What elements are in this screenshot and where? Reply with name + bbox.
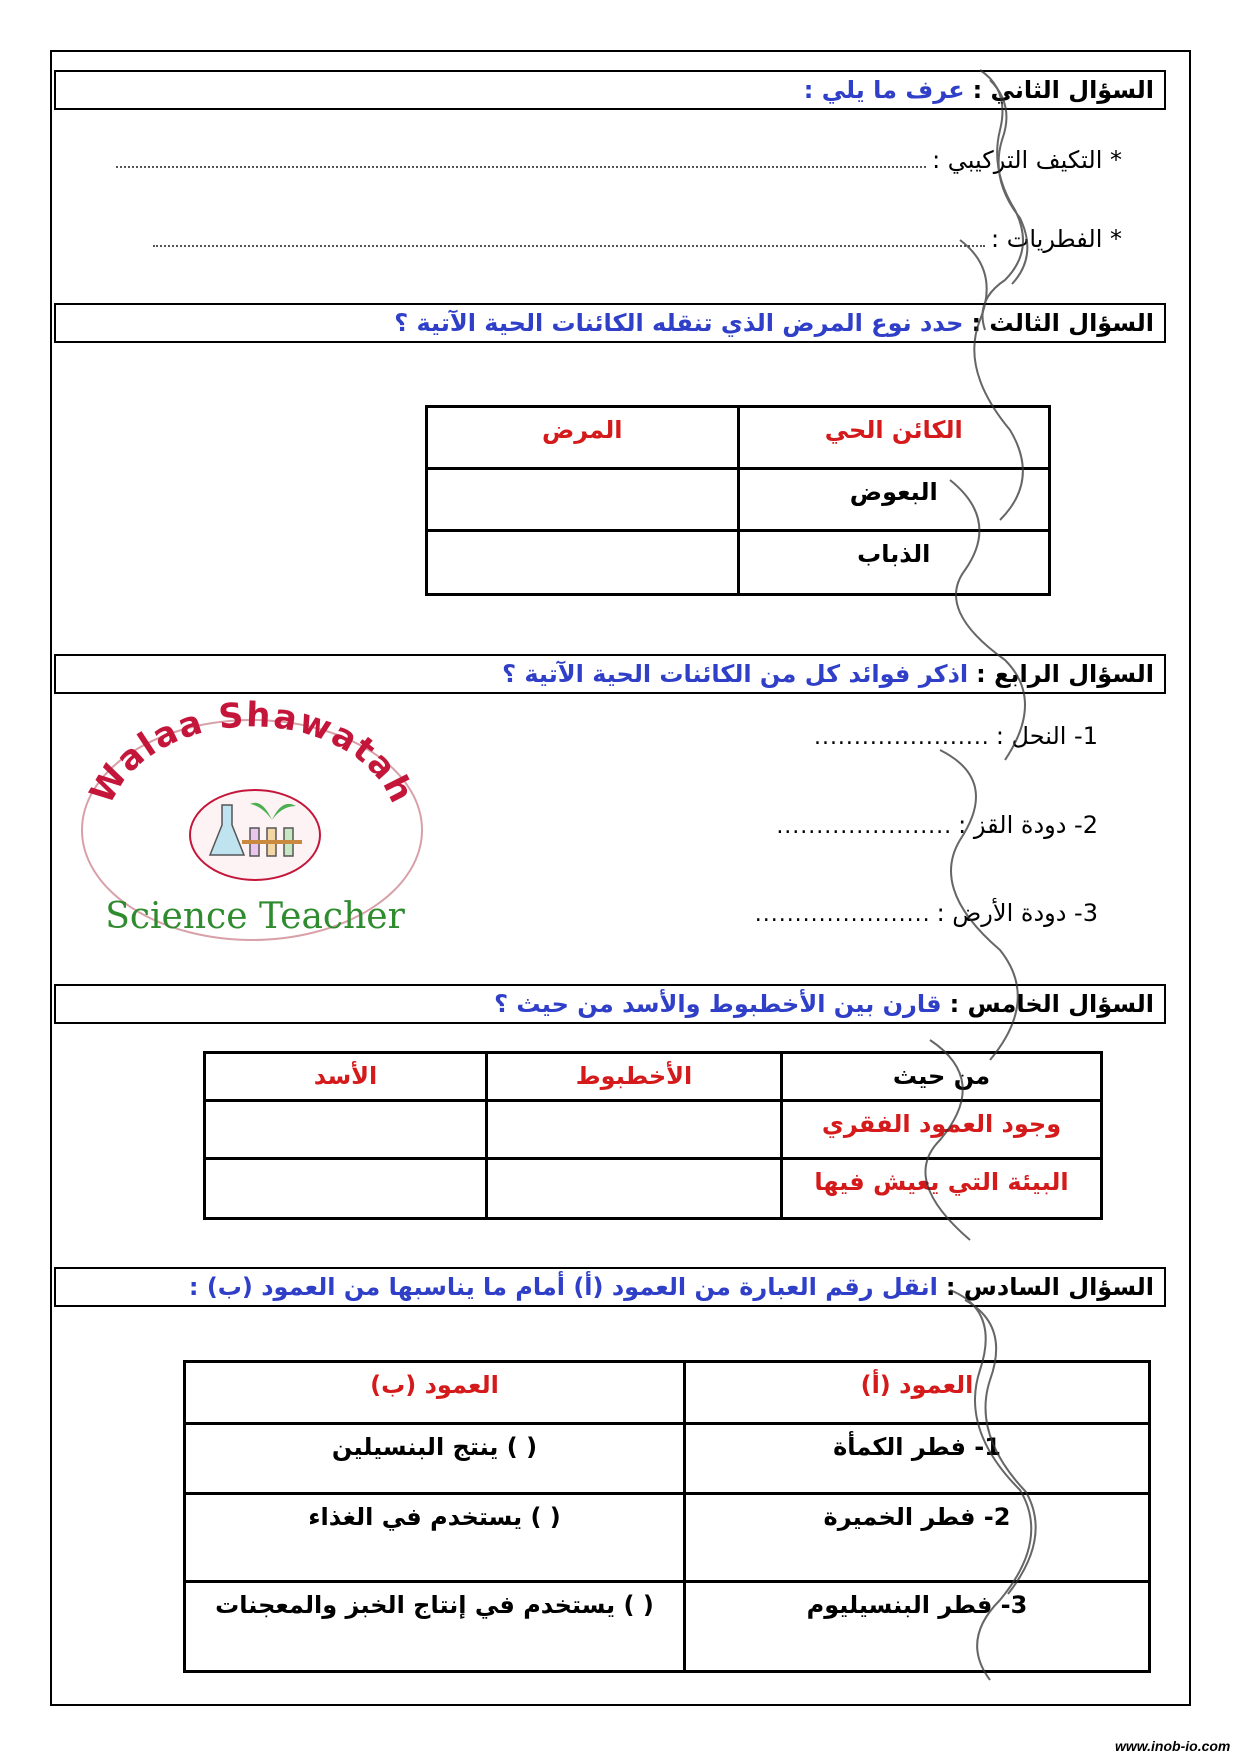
q5-header-criterion: من حيث — [782, 1053, 1102, 1101]
q2-item-1-label: * التكيف التركيبي : — [932, 146, 1122, 174]
q5-row-criterion: وجود العمود الفقري — [782, 1101, 1102, 1159]
q5-answer-cell[interactable] — [487, 1159, 782, 1219]
q4-item-3-label: 3- دودة الأرض : — [936, 899, 1098, 927]
q6-column-a-item: 3- فطر البنسيليوم — [685, 1582, 1150, 1672]
q6-prompt: انقل رقم العبارة من العمود (أ) أمام ما يناسبها من العمود (ب) : — [188, 1273, 938, 1301]
q6-column-a-item: 2- فطر الخميرة — [685, 1494, 1150, 1582]
q6-header-column-a: العمود (أ) — [685, 1362, 1150, 1424]
q3-row-organism: الذباب — [738, 531, 1050, 595]
q3-row-organism: البعوض — [738, 469, 1050, 531]
q6-column-b-item[interactable]: ( ) يستخدم في الغذاء — [185, 1494, 685, 1582]
watermark-stroke — [950, 480, 1025, 760]
science-teacher-logo — [72, 700, 432, 950]
q3-header-organism: الكائن الحي — [738, 407, 1050, 469]
q5-answer-cell[interactable] — [205, 1159, 487, 1219]
q4-label: السؤال الرابع : — [976, 660, 1154, 688]
q4-item-3-answer-dots[interactable]: ...................... — [754, 902, 931, 927]
q4-item-2-answer-dots[interactable]: ...................... — [776, 814, 953, 839]
q5-header-lion: الأسد — [205, 1053, 487, 1101]
q4-item-1-answer-dots[interactable]: ...................... — [813, 725, 990, 750]
q3-prompt: حدد نوع المرض الذي تنقله الكائنات الحية الآتية ؟ — [394, 309, 964, 337]
q3-answer-cell[interactable] — [427, 531, 739, 595]
watermark-stroke — [925, 1040, 970, 1240]
q2-prompt: عرف ما يلي : — [803, 76, 965, 104]
logo-bottom-text: Science Teacher — [105, 896, 405, 937]
q4-prompt: اذكر فوائد كل من الكائنات الحية الآتية ؟ — [502, 660, 969, 688]
q5-answer-cell[interactable] — [487, 1101, 782, 1159]
q3-answer-cell[interactable] — [427, 469, 739, 531]
q6-label: السؤال السادس : — [945, 1273, 1154, 1301]
handwritten-watermark — [920, 60, 1080, 1700]
q5-header-octopus: الأخطبوط — [487, 1053, 782, 1101]
q6-header-column-b: العمود (ب) — [185, 1362, 685, 1424]
watermark-stroke — [965, 1300, 1036, 1594]
q2-item-2-answer-line[interactable] — [153, 245, 985, 247]
q6-column-b-item[interactable]: ( ) يستخدم في إنتاج الخبز والمعجنات — [185, 1582, 685, 1672]
q2-item-2-label: * الفطريات : — [991, 225, 1122, 253]
q4-item-2-label: 2- دودة القز : — [958, 811, 1098, 839]
q2-label: السؤال الثاني : — [972, 76, 1154, 104]
q5-row-criterion: البيئة التي يعيش فيها — [782, 1159, 1102, 1219]
logo-top-text: Walaa Shawatah — [82, 700, 422, 811]
q3-label: السؤال الثالث : — [971, 309, 1154, 337]
q5-answer-cell[interactable] — [205, 1101, 487, 1159]
watermark-stroke — [940, 750, 1018, 1060]
q3-header-disease: المرض — [427, 407, 739, 469]
q5-prompt: قارن بين الأخطبوط والأسد من حيث ؟ — [494, 990, 942, 1018]
q6-column-a-item: 1- فطر الكمأة — [685, 1424, 1150, 1494]
q5-label: السؤال الخامس : — [949, 990, 1154, 1018]
footer-url[interactable]: www.inob-io.com — [1115, 1738, 1231, 1754]
q6-column-b-item[interactable]: ( ) ينتج البنسيلين — [185, 1424, 685, 1494]
q4-item-1-label: 1- النحل : — [995, 722, 1098, 750]
q2-item-1-answer-line[interactable] — [116, 166, 926, 168]
